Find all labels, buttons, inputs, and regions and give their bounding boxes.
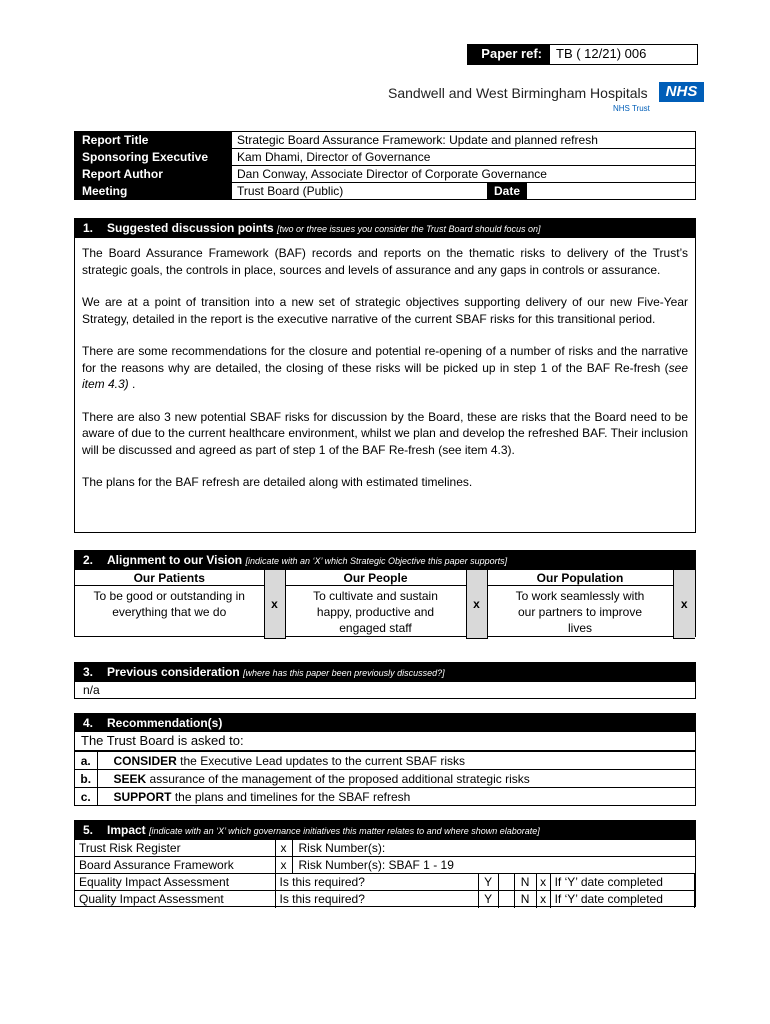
section-1-note: [two or three issues you consider the Trust Board should focus on]	[277, 224, 541, 234]
date-label: Date	[488, 183, 527, 199]
section-1-title: Suggested discussion points	[107, 221, 274, 235]
vision-text-people: To cultivate and sustain happy, productive and engaged staff	[285, 586, 466, 639]
eqia-yes-box	[498, 874, 514, 891]
nhs-logo: NHS	[659, 82, 704, 102]
vision-mark-people: x	[466, 570, 487, 639]
rec-item-b	[97, 770, 695, 788]
section-4	[74, 713, 696, 806]
eqia-no: N	[514, 874, 536, 891]
section-5	[74, 820, 696, 907]
impact-label-eqia: Equality Impact Assessment	[75, 874, 275, 891]
paper-ref-value: TB ( 12/21) 006	[556, 46, 647, 61]
nhs-trust-label: NHS Trust	[613, 104, 650, 113]
section-1-number: 1.	[83, 221, 94, 235]
vision-table	[75, 569, 695, 639]
section-4-intro: The Trust Board is asked to:	[75, 732, 695, 751]
qia-date-value	[694, 891, 695, 908]
qia-date-label: If ‘Y’ date completed	[550, 891, 694, 908]
qia-no-x: x	[536, 891, 550, 908]
report-title-label: Report Title	[75, 132, 232, 149]
qia-yes-box	[498, 891, 514, 908]
section-1	[74, 218, 696, 533]
section-2-title: Alignment to our Vision	[107, 553, 243, 567]
vision-head-patients: Our Patients	[75, 570, 264, 586]
section-5-title: Impact	[107, 823, 146, 837]
rec-letter-b: b.	[75, 770, 97, 788]
vision-head-population: Our Population	[487, 570, 673, 586]
section-2-header	[75, 551, 695, 569]
rec-c-verb: SUPPORT	[113, 789, 172, 804]
s1-paragraph-3	[82, 343, 688, 393]
rec-item-c	[97, 788, 695, 806]
date-value	[527, 183, 695, 199]
impact-label-baf: Board Assurance Framework	[75, 857, 275, 874]
section-3-note: [where has this paper been previously discussed?]	[243, 668, 445, 678]
rec-item-a	[97, 752, 695, 770]
impact-table	[75, 839, 695, 908]
s1-paragraph-1: The Board Assurance Framework (BAF) records and reports on the thematic risks to delivery of the Trust’s strategic goals, the controls in place, sources and levels of assurance and any gaps in controls or assurance.	[82, 246, 688, 277]
s1-p3-text: There are some recommendations for the closure and potential re-opening of a number of risks and the narrative for the reasons why are detailed, the closing of these risks will be picked up in step 1 of the BAF Re-fresh (	[82, 344, 688, 375]
eqia-date-label: If ‘Y’ date completed	[550, 874, 694, 891]
section-5-number: 5.	[83, 823, 94, 837]
impact-text-trr: Risk Number(s):	[292, 840, 695, 857]
vision-text-patients: To be good or outstanding in everything that we do	[75, 586, 264, 639]
qia-yes: Y	[478, 891, 498, 908]
s1-paragraph-4: There are also 3 new potential SBAF risks for discussion by the Board, these are risks that the Board need to be aware of due to the current healthcare environment, whilst we plan and develop the refreshed BAF. Their inclusion will be discussed and agreed as part of step 1 of the BAF Re-fresh (see item 4.3).	[82, 409, 688, 457]
sponsor: Kam Dhami, Director of Governance	[232, 149, 696, 166]
paper-ref-label: Paper ref:	[468, 45, 550, 64]
impact-label-trr: Trust Risk Register	[75, 840, 275, 857]
section-4-header	[75, 714, 695, 732]
section-4-title: Recommendation(s)	[107, 716, 223, 730]
rec-a-verb: CONSIDER	[113, 753, 177, 768]
s1-p3-end: .	[128, 377, 136, 391]
impact-x-trr: x	[275, 840, 292, 857]
meeting-label: Meeting	[75, 183, 232, 200]
qia-no: N	[514, 891, 536, 908]
eqia-question: Is this required?	[275, 874, 478, 891]
section-3-number: 3.	[83, 665, 94, 679]
rec-c-text: the plans and timelines for the SBAF refresh	[171, 789, 411, 804]
impact-x-baf: x	[275, 857, 292, 874]
eqia-date-value	[694, 874, 695, 891]
meeting: Trust Board (Public)	[232, 183, 488, 200]
section-3-value: n/a	[83, 683, 100, 697]
section-2-note: [indicate with an ‘X’ which Strategic Objective this paper supports]	[245, 556, 508, 566]
eqia-yes: Y	[478, 874, 498, 891]
section-4-number: 4.	[83, 716, 94, 730]
recommendation-list	[75, 751, 695, 806]
s1-paragraph-5: The plans for the BAF refresh are detailed along with estimated timelines.	[82, 475, 473, 489]
section-1-header	[75, 219, 695, 238]
impact-label-qia: Quality Impact Assessment	[75, 891, 275, 908]
eqia-no-x: x	[536, 874, 550, 891]
rec-letter-a: a.	[75, 752, 97, 770]
rec-a-text: the Executive Lead updates to the current SBAF risks	[176, 753, 465, 768]
qia-question: Is this required?	[275, 891, 478, 908]
report-meta-table	[74, 131, 696, 200]
rec-b-verb: SEEK	[113, 771, 147, 786]
section-5-note: [indicate with an ‘X’ which governance initiatives this matter relates to and where shown elaborate]	[149, 826, 540, 836]
author-label: Report Author	[75, 166, 232, 183]
vision-head-people: Our People	[285, 570, 466, 586]
org-name: Sandwell and West Birmingham Hospitals	[388, 85, 648, 101]
paper-ref-box	[467, 44, 698, 65]
sponsor-label: Sponsoring Executive	[75, 149, 232, 166]
report-title: Strategic Board Assurance Framework: Update and planned refresh	[232, 132, 696, 149]
vision-text-population: To work seamlessly with our partners to improve lives	[487, 586, 673, 639]
rec-letter-c: c.	[75, 788, 97, 806]
section-3	[74, 662, 696, 699]
section-5-header	[75, 821, 695, 839]
rec-b-text: assurance of the management of the proposed additional strategic risks	[146, 771, 530, 786]
vision-mark-patients: x	[264, 570, 285, 639]
s1-p3-ref: see item 4.3)	[82, 360, 688, 391]
vision-mark-population: x	[673, 570, 695, 639]
section-2-number: 2.	[83, 553, 94, 567]
s1-paragraph-2: We are at a point of transition into a new set of strategic objectives supporting delivery of our new Five-Year Strategy, detailed in the report is the executive narrative of the current SBAF risks for this transitional period.	[82, 295, 688, 326]
section-2	[74, 550, 696, 637]
section-3-title: Previous consideration	[107, 665, 240, 679]
impact-text-baf: Risk Number(s): SBAF 1 - 19	[292, 857, 695, 874]
section-3-header	[75, 663, 695, 682]
author: Dan Conway, Associate Director of Corporate Governance	[232, 166, 696, 183]
